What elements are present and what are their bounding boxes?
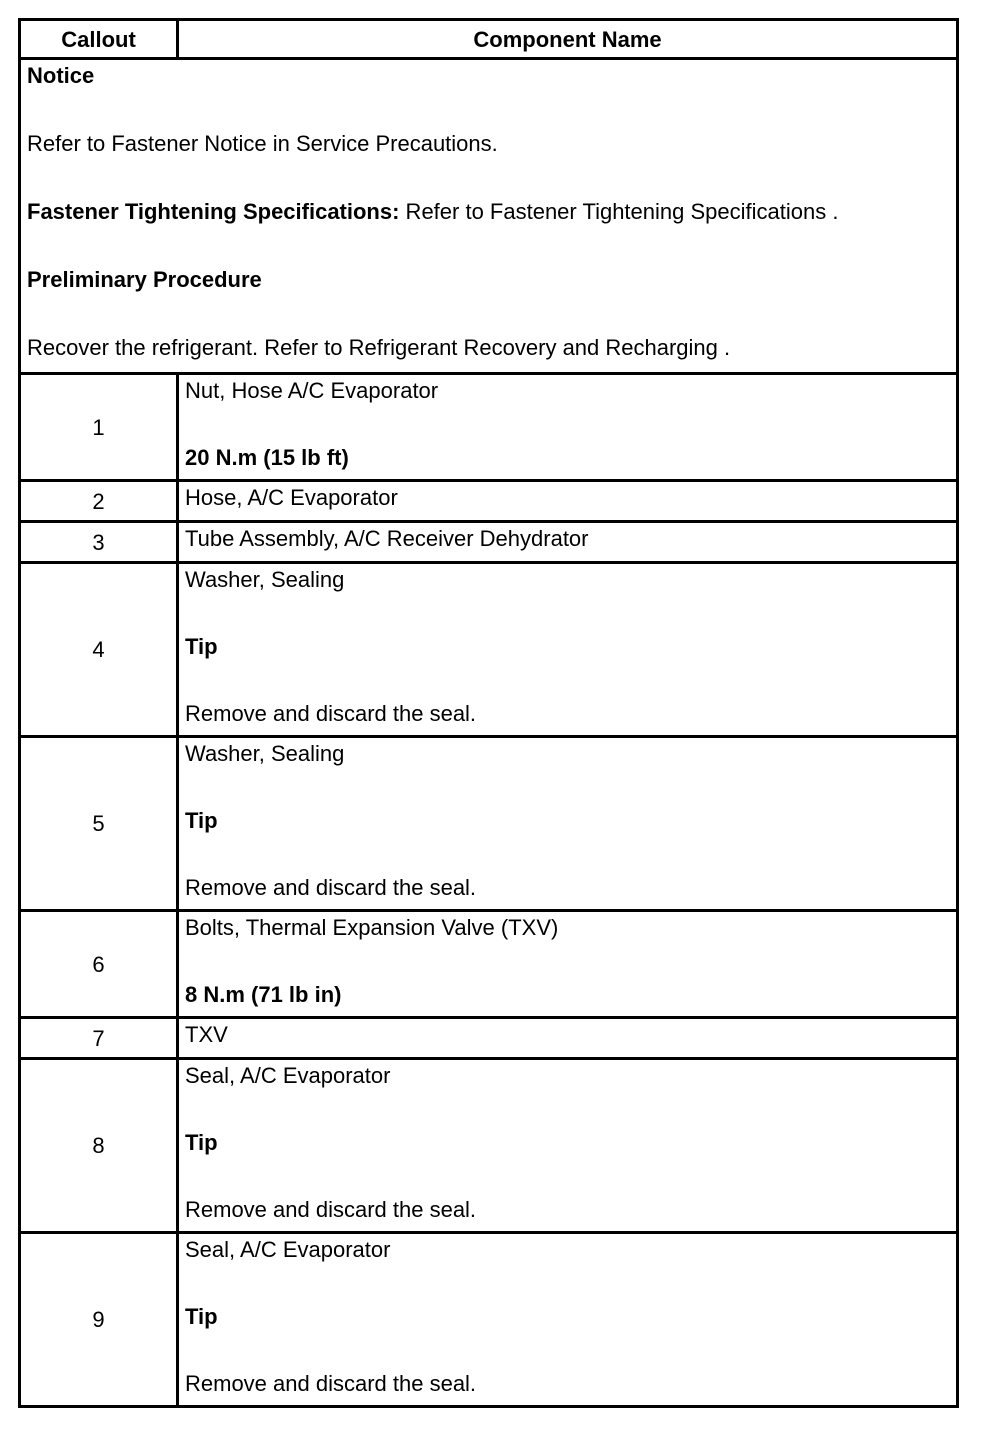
fastener-spec-text: Refer to Fastener Tightening Specifications . (399, 199, 839, 224)
torque-spec: 8 N.m (71 lb in) (185, 982, 342, 1007)
tip-label: Tip (185, 634, 218, 659)
component-cell (178, 374, 958, 481)
component-name: Washer, Sealing (185, 741, 345, 766)
table-row (20, 481, 958, 522)
table-row (20, 1059, 958, 1233)
callout-number: 7 (20, 1018, 178, 1059)
table-row (20, 1233, 958, 1407)
preliminary-procedure-title: Preliminary Procedure (27, 267, 262, 292)
component-cell (178, 563, 958, 737)
tip-text: Remove and discard the seal. (185, 875, 477, 900)
tip-text: Remove and discard the seal. (185, 1371, 477, 1396)
table-row (20, 374, 958, 481)
torque-spec: 20 N.m (15 lb ft) (185, 445, 349, 470)
component-table (18, 18, 959, 1408)
table-row (20, 1018, 958, 1059)
callout-number: 2 (20, 481, 178, 522)
notice-text: Refer to Fastener Notice in Service Precautions. (27, 131, 498, 156)
component-cell (178, 911, 958, 1018)
component-name: Hose, A/C Evaporator (185, 485, 398, 510)
preliminary-procedure-text: Recover the refrigerant. Refer to Refrigerant Recovery and Recharging . (27, 335, 731, 360)
table-row (20, 563, 958, 737)
fastener-spec-label: Fastener Tightening Specifications: (27, 199, 400, 224)
notice-cell (20, 59, 958, 374)
callout-column-header: Callout (20, 20, 178, 59)
component-cell (178, 1059, 958, 1233)
component-name: Seal, A/C Evaporator (185, 1237, 391, 1262)
table-row (20, 737, 958, 911)
callout-number: 6 (20, 911, 178, 1018)
component-name-column-header: Component Name (178, 20, 958, 59)
component-name: TXV (185, 1022, 228, 1047)
component-name: Nut, Hose A/C Evaporator (185, 378, 439, 403)
component-cell (178, 522, 958, 563)
table-row (20, 522, 958, 563)
table-row (20, 911, 958, 1018)
component-cell (178, 737, 958, 911)
callout-number: 5 (20, 737, 178, 911)
callout-number: 4 (20, 563, 178, 737)
callout-number: 1 (20, 374, 178, 481)
fastener-spec-line (27, 199, 952, 224)
component-cell (178, 1233, 958, 1407)
component-name: Tube Assembly, A/C Receiver Dehydrator (185, 526, 589, 551)
component-name: Washer, Sealing (185, 567, 345, 592)
callout-number: 8 (20, 1059, 178, 1233)
tip-label: Tip (185, 808, 218, 833)
component-name: Bolts, Thermal Expansion Valve (TXV) (185, 915, 559, 940)
tip-text: Remove and discard the seal. (185, 1197, 477, 1222)
component-cell (178, 481, 958, 522)
table-header-row (20, 20, 958, 59)
tip-label: Tip (185, 1130, 218, 1155)
notice-title: Notice (27, 63, 95, 88)
callout-number: 9 (20, 1233, 178, 1407)
notice-row (20, 59, 958, 374)
callout-number: 3 (20, 522, 178, 563)
tip-label: Tip (185, 1304, 218, 1329)
tip-text: Remove and discard the seal. (185, 701, 477, 726)
component-cell (178, 1018, 958, 1059)
component-name: Seal, A/C Evaporator (185, 1063, 391, 1088)
